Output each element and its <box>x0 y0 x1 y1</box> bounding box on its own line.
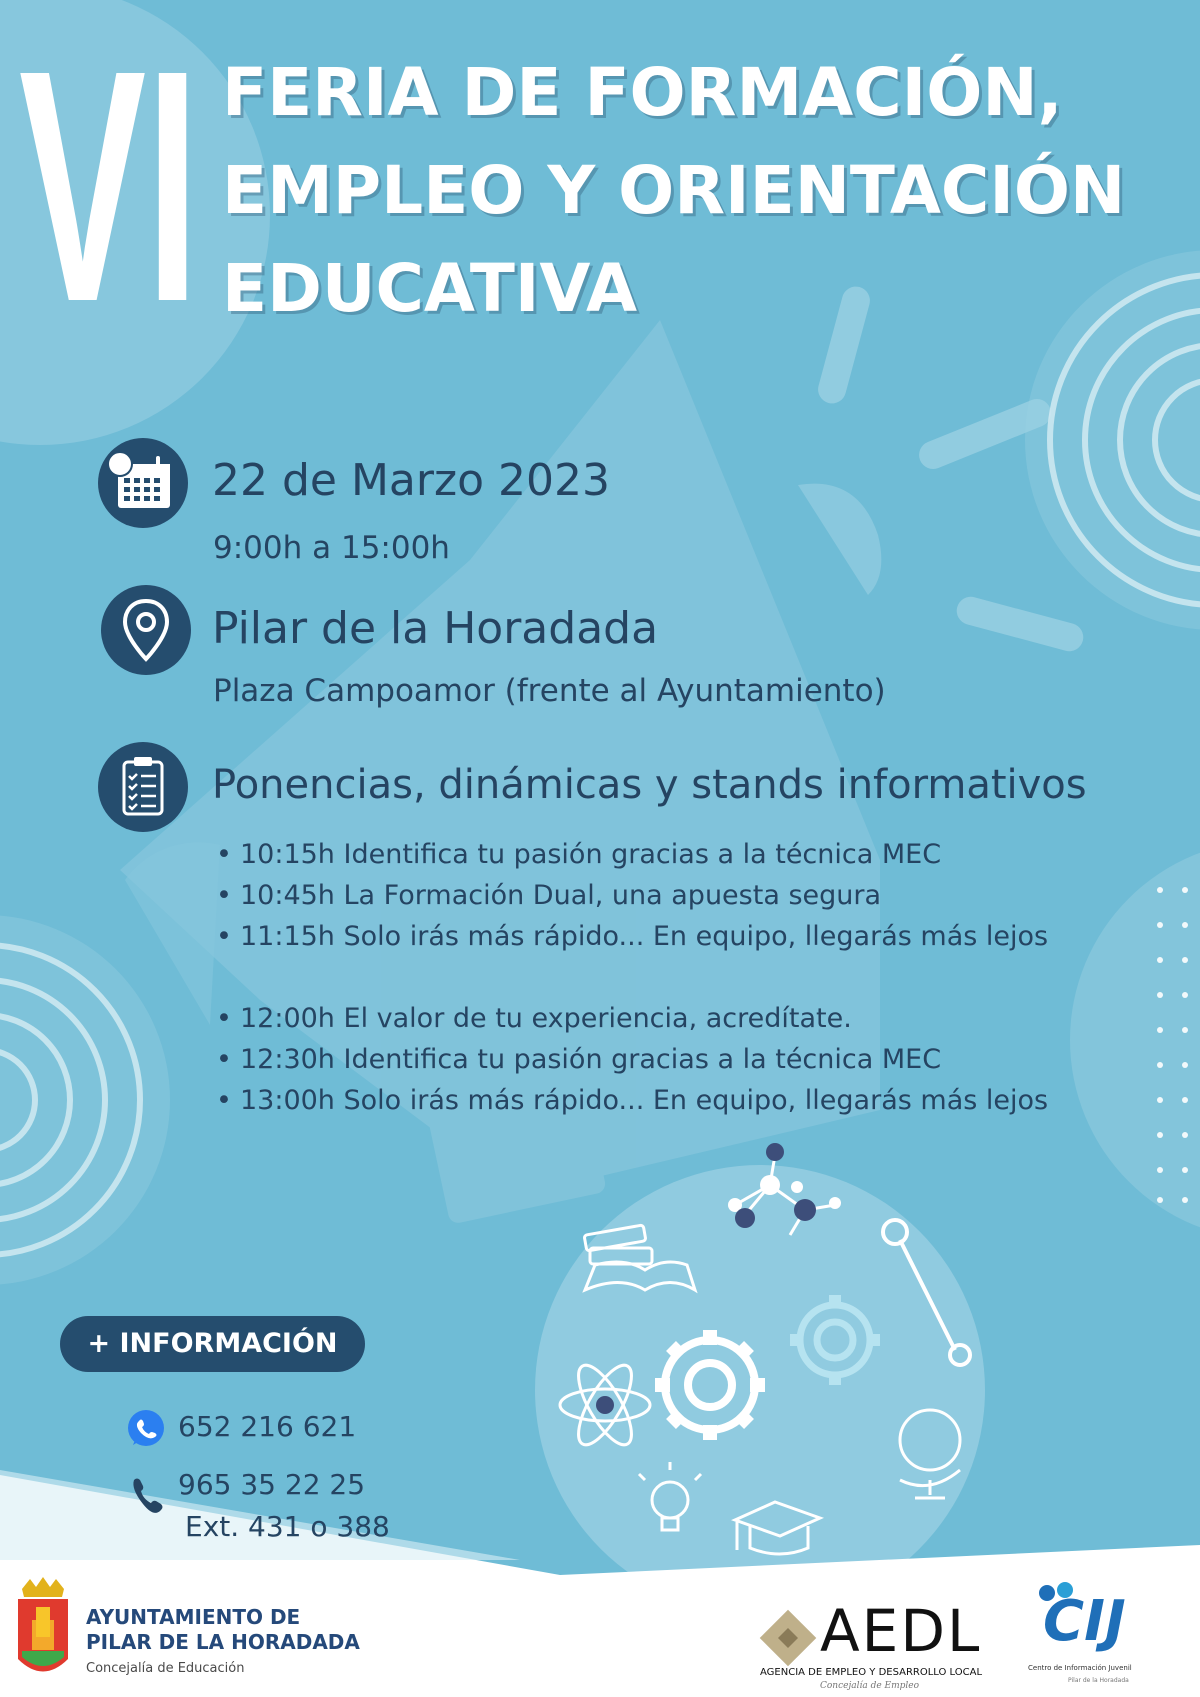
cij-wordmark: CIJ <box>1043 1589 1126 1654</box>
atom-icon <box>560 1358 650 1452</box>
lightbulb-icon <box>639 1462 701 1530</box>
gears-icon <box>790 1295 880 1385</box>
roman-numeral <box>14 1 204 370</box>
calendar-icon <box>98 438 188 528</box>
event-place: Pilar de la Horadada <box>212 603 659 654</box>
phone-icon <box>128 1476 162 1516</box>
schedule-late-morning <box>240 998 1048 1121</box>
svg-text:VI: VI <box>19 1 199 370</box>
whatsapp-icon <box>125 1407 167 1449</box>
aedl-wordmark: AEDL <box>820 1597 982 1665</box>
globe-icon <box>900 1410 960 1498</box>
education-icons <box>535 1140 985 1590</box>
schedule-item: • 10:15h Identifica tu pasión gracias a la técnica MEC <box>240 834 1048 875</box>
gears-icon <box>655 1330 765 1440</box>
wrench-icon <box>883 1220 970 1365</box>
molecule-icon <box>728 1143 841 1235</box>
cij-full-name: Centro de Información Juvenil <box>1028 1664 1132 1672</box>
whatsapp-number[interactable]: 652 216 621 <box>178 1410 357 1443</box>
aedl-concejalia: Concejalía de Empleo <box>820 1681 920 1691</box>
graduation-cap-icon <box>735 1502 820 1554</box>
clipboard-checklist-icon <box>98 742 188 832</box>
activities-title: Ponencias, dinámicas y stands informativos <box>212 762 1087 808</box>
schedule-item: • 11:15h Solo irás más rápido... En equipo, llegarás más lejos <box>240 916 1048 957</box>
schedule-item: • 12:00h El valor de tu experiencia, acredítate. <box>240 998 1048 1039</box>
title-line-1: FERIA DE FORMACIÓN, <box>222 54 1063 131</box>
books-icon <box>584 1225 695 1290</box>
ayuntamiento-name-line2: PILAR DE LA HORADADA <box>86 1630 360 1654</box>
event-time: 9:00h a 15:00h <box>213 530 450 566</box>
event-date: 22 de Marzo 2023 <box>212 455 610 506</box>
phone-extension: Ext. 431 o 388 <box>185 1510 390 1543</box>
phone-number[interactable]: 965 35 22 25 <box>178 1468 366 1501</box>
title-line-3: EDUCATIVA <box>222 250 638 327</box>
aedl-full-name: AGENCIA DE EMPLEO Y DESARROLLO LOCAL <box>760 1667 983 1678</box>
schedule-morning <box>240 834 1048 957</box>
concejalia-educacion: Concejalía de Educación <box>86 1661 245 1676</box>
cij-location: Pilar de la Horadada <box>1068 1677 1129 1684</box>
title-line-2: EMPLEO Y ORIENTACIÓN <box>222 152 1126 229</box>
more-info-button[interactable]: + INFORMACIÓN <box>60 1316 365 1372</box>
event-place-detail: Plaza Campoamor (frente al Ayuntamiento) <box>213 673 886 709</box>
municipal-crest-logo <box>12 1575 74 1685</box>
aedl-logo-mark <box>760 1610 815 1665</box>
ayuntamiento-name-line1: AYUNTAMIENTO DE <box>86 1605 301 1629</box>
schedule-item: • 10:45h La Formación Dual, una apuesta segura <box>240 875 1048 916</box>
schedule-item: • 13:00h Solo irás más rápido... En equipo, llegarás más lejos <box>240 1080 1048 1121</box>
location-pin-icon <box>101 585 191 675</box>
schedule-item: • 12:30h Identifica tu pasión gracias a la técnica MEC <box>240 1039 1048 1080</box>
